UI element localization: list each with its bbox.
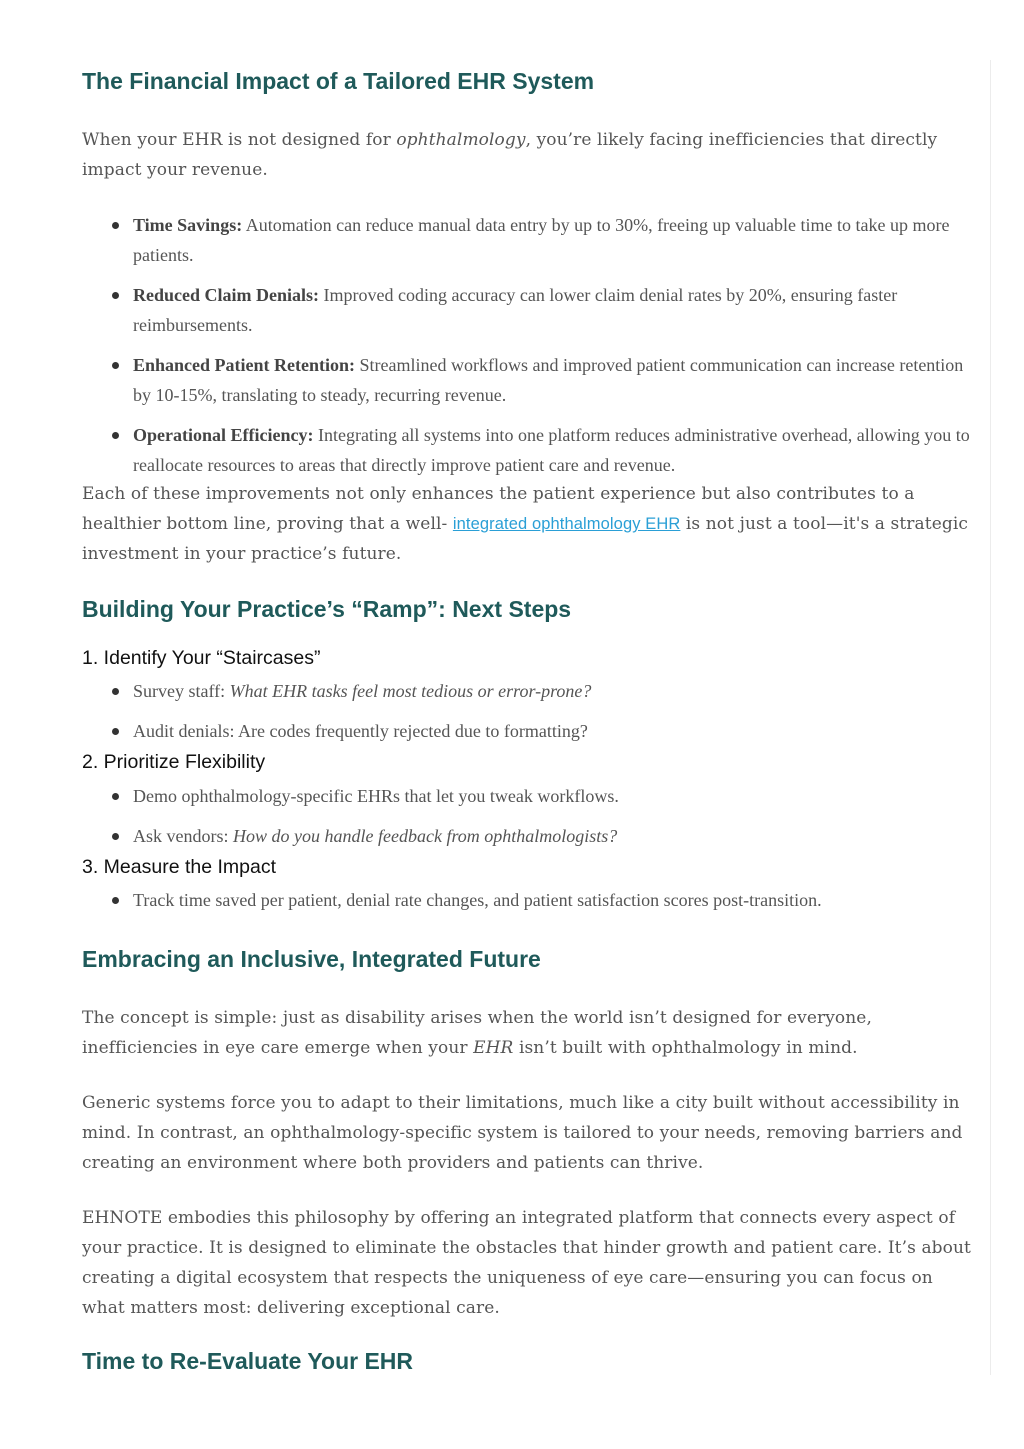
right-divider [990, 60, 991, 1375]
step-identify-staircases: 1. Identify Your “Staircases” [82, 647, 321, 669]
list-item: Audit denials: Are codes frequently rejected due to formatting? [133, 716, 974, 746]
list-item: Survey staff: What EHR tasks feel most tedious or error-prone? [133, 676, 974, 706]
bullet-dot-icon [112, 833, 119, 840]
step-measure-impact: 3. Measure the Impact [82, 856, 277, 878]
bullet-dot-icon [112, 362, 119, 369]
inclusive-paragraph-3: EHNOTE embodies this philosophy by offering an integrated platform that connects every aspect of your practice. It is designed to eliminate the obstacles that hinder growth and patient care. It’s about creating a digital ecosystem that respects the uniqueness of eye care—ensuring you can focus on what matters most: delivering exceptional care. [82, 1208, 971, 1318]
bullet-dot-icon [112, 897, 119, 904]
financial-intro: When your EHR is not designed for ophthalmology, you’re likely facing inefficiencies that directly impact your revenue. [82, 130, 938, 180]
heading-next-steps: Building Your Practice’s “Ramp”: Next Steps [82, 596, 572, 622]
step-prioritize-flexibility: 2. Prioritize Flexibility [82, 751, 266, 773]
list-item: Track time saved per patient, denial rate changes, and patient satisfaction scores post-transition. [133, 885, 974, 915]
heading-inclusive-future: Embracing an Inclusive, Integrated Future [82, 946, 541, 972]
bullet-dot-icon [112, 688, 119, 695]
bullet-dot-icon [112, 793, 119, 800]
integrated-ehr-link[interactable]: integrated ophthalmology EHR [452, 515, 681, 533]
heading-re-evaluate: Time to Re-Evaluate Your EHR [82, 1348, 414, 1374]
inclusive-paragraph-1: The concept is simple: just as disability arises when the world isn’t designed for everyone, inefficiencies in eye care emerge when your EHR isn’t built with ophthalmology in mind. [82, 1008, 872, 1058]
bullet-dot-icon [112, 728, 119, 735]
bullet-dot-icon [112, 292, 119, 299]
list-item: Enhanced Patient Retention: Streamlined workflows and improved patient communication can increase retention by 10-15%, translating to steady, recurring revenue. [133, 350, 974, 410]
list-item: Demo ophthalmology-specific EHRs that let you tweak workflows. [133, 781, 974, 811]
heading-financial-impact: The Financial Impact of a Tailored EHR System [82, 68, 595, 94]
intro-emphasis: ophthalmology [396, 130, 526, 150]
list-item: Time Savings: Automation can reduce manual data entry by up to 30%, freeing up valuable time to take up more patients. [133, 210, 974, 270]
financial-closing: Each of these improvements not only enhances the patient experience but also contributes to a healthier bottom line, proving that a well- integrated ophthalmology EHR is not just a tool—it's a strategic investment in your practice’s future. [82, 484, 968, 564]
bullet-dot-icon [112, 222, 119, 229]
list-item: Ask vendors: How do you handle feedback from ophthalmologists? [133, 821, 974, 851]
list-item: Operational Efficiency: Integrating all systems into one platform reduces administrative overhead, allowing you to reallocate resources to areas that directly improve patient care and revenue. [133, 420, 974, 480]
bullet-dot-icon [112, 432, 119, 439]
inclusive-paragraph-2: Generic systems force you to adapt to their limitations, much like a city built without accessibility in mind. In contrast, an ophthalmology-specific system is tailored to your needs, removing barriers and creating an environment where both providers and patients can thrive. [82, 1093, 963, 1173]
list-item: Reduced Claim Denials: Improved coding accuracy can lower claim denial rates by 20%, ensuring faster reimbursements. [133, 280, 974, 340]
